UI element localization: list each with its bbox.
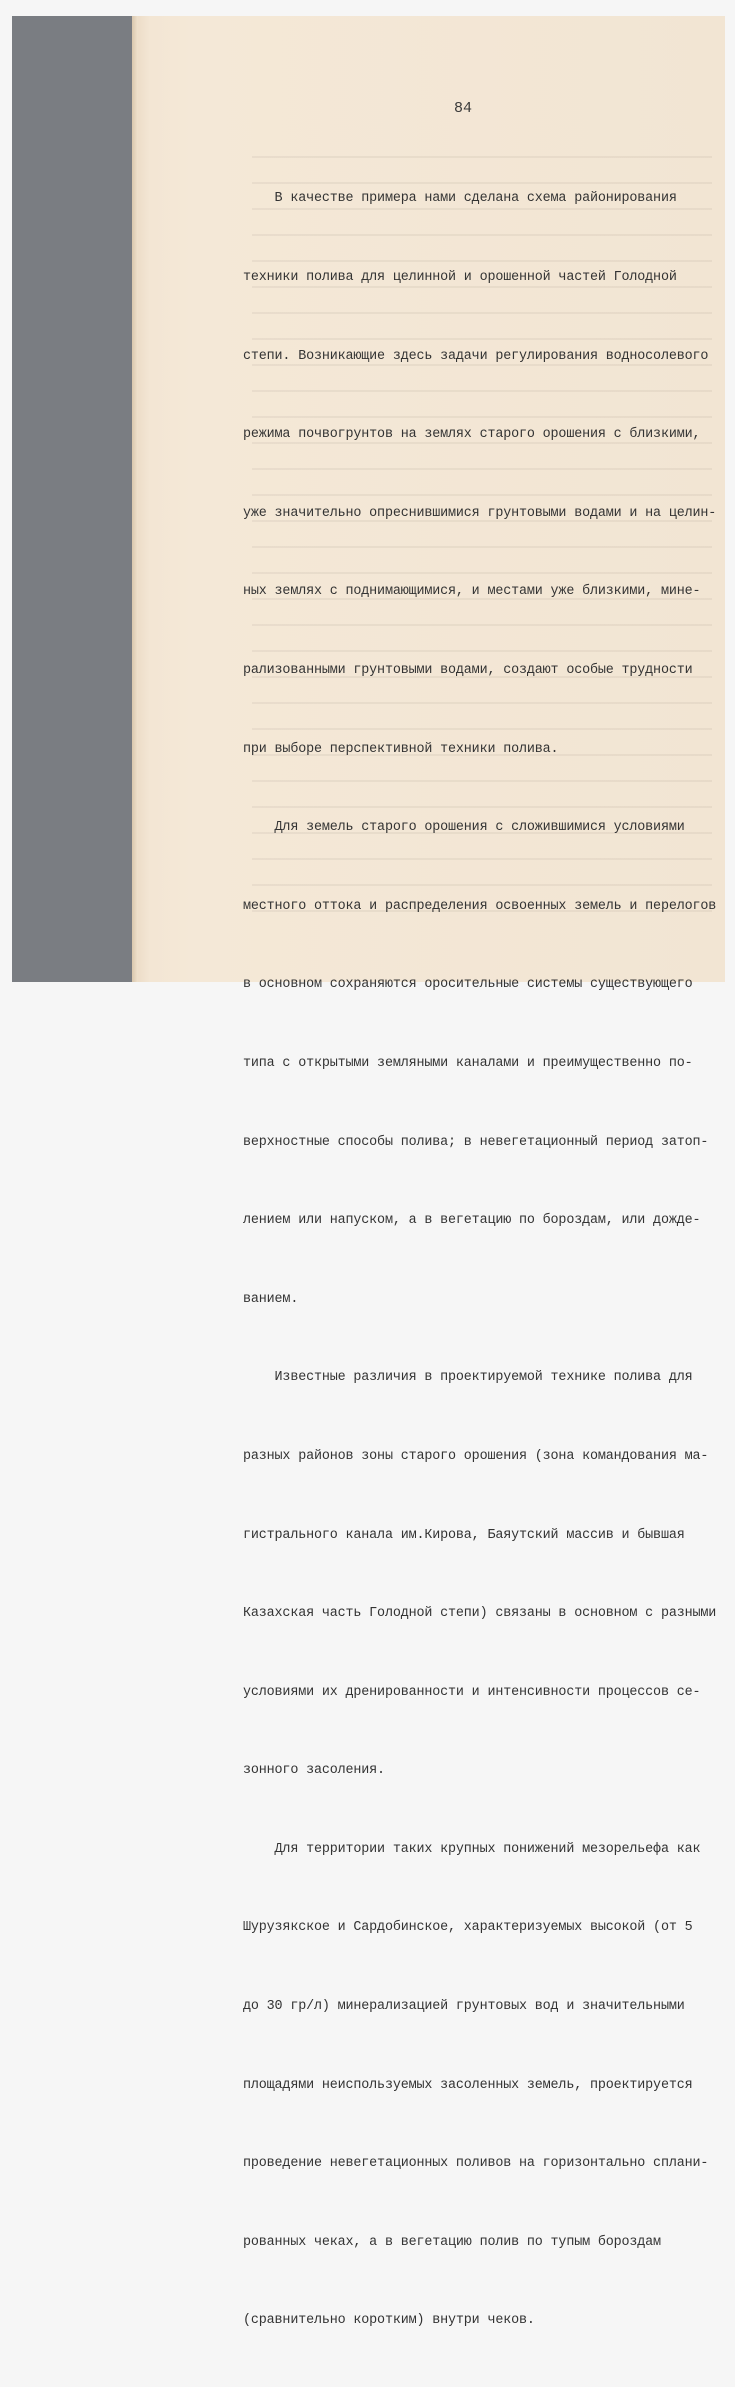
text-line: верхностные способы полива; в невегетационный период затоп- (243, 1134, 709, 1150)
text-line: до 30 гр/л) минерализацией грунтовых вод и значительными (243, 1999, 685, 2015)
page-edge (132, 16, 138, 982)
text-line: площадями неиспользуемых засоленных земель, проектируется (243, 2077, 693, 2093)
text-line: при выборе перспективной техники полива. (243, 741, 559, 757)
body-text (243, 134, 717, 2387)
text-line: рализованными грунтовыми водами, создают особые трудности (243, 662, 693, 678)
text-line: Шурузякское и Сардобинское, характеризуемых высокой (от 5 (243, 1920, 693, 1936)
text-line: местного оттока и распределения освоенных земель и перелогов (243, 898, 717, 914)
scanned-image (12, 16, 725, 2329)
text-line: проведение невегетационных поливов на горизонтально сплани- (243, 2156, 709, 2172)
text-line: степи. Возникающие здесь задачи регулирования водносолевого (243, 348, 709, 364)
text-line: зонного засоления. (243, 1763, 385, 1779)
text-line: Известные различия в проектируемой технике полива для (243, 1370, 693, 1386)
text-line: рованных чеках, а в вегетацию полив по тупым бороздам (243, 2234, 661, 2250)
text-line: разных районов зоны старого орошения (зона командования ма- (243, 1448, 709, 1464)
text-line: ных землях с поднимающимися, и местами уже близкими, мине- (243, 584, 701, 600)
text-line: Для территории таких крупных понижений мезорельефа как (243, 1841, 701, 1857)
text-line: условиями их дренированности и интенсивности процессов се- (243, 1684, 701, 1700)
text-line: Для земель старого орошения с сложившимися условиями (243, 820, 685, 836)
text-line: Казахская часть Голодной степи) связаны в основном с разными (243, 1606, 717, 1622)
text-line: В качестве примера нами сделана схема районирования (243, 191, 677, 207)
text-line: режима почвогрунтов на землях старого орошения с близкими, (243, 427, 701, 443)
text-line: типа с открытыми земляными каналами и преимущественно по- (243, 1055, 693, 1071)
text-line: гистрального канала им.Кирова, Баяутский массив и бывшая (243, 1527, 685, 1543)
text-line: техники полива для целинной и орошенной частей Голодной (243, 270, 677, 285)
text-line: ванием. (243, 1291, 299, 1307)
text-line: лением или напуском, а в вегетацию по бороздам, или дожде- (243, 1213, 701, 1229)
text-line: в основном сохраняются оросительные системы существующего (243, 977, 693, 993)
document-page (132, 16, 725, 2329)
text-line: уже значительно опреснившимися грунтовыми водами и на целин- (243, 505, 717, 521)
page-number: 84 (454, 100, 473, 117)
text-line: (сравнительно коротким) внутри чеков. (243, 2313, 535, 2329)
